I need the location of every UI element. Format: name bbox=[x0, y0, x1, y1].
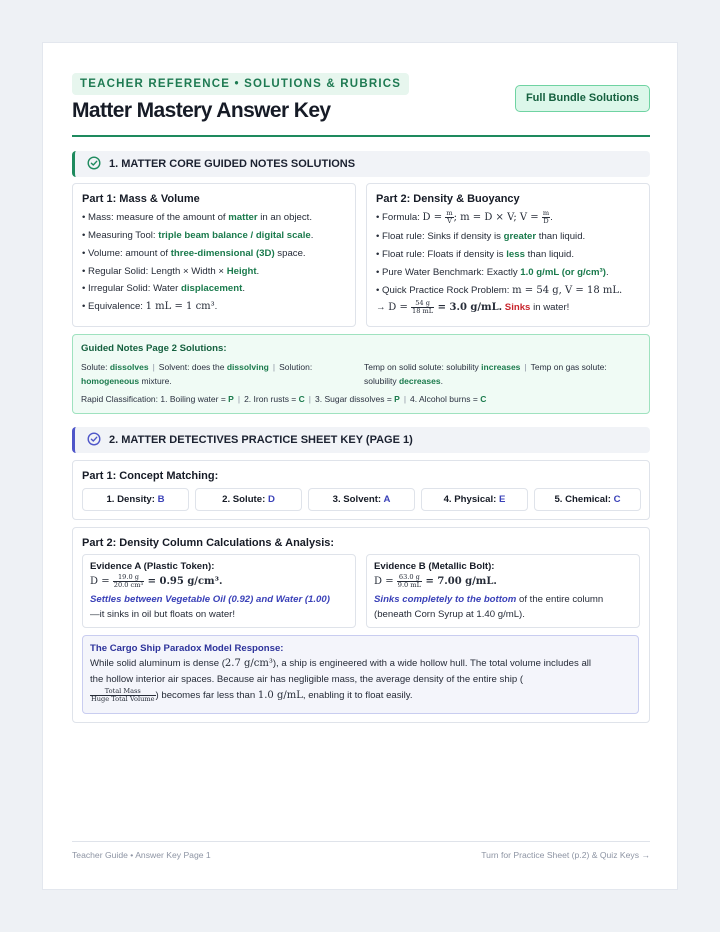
part1-title: Part 1: Mass & Volume bbox=[82, 193, 200, 205]
matching-title: Part 1: Concept Matching: bbox=[82, 470, 219, 482]
paradox-line-3: $\frac{\text{Total Mass}}{\text{Huge Total Volume}}$ ) becomes far less than 1.0 g/mL, enabling it to float easily. bbox=[91, 687, 413, 703]
rock-answer: → D = $\frac{54 g}{18 mL}$ = 3.0 g/mL. Sinks in water! bbox=[376, 299, 570, 315]
solution-line: homogeneous mixture. bbox=[81, 376, 172, 386]
concept-matching-card bbox=[72, 460, 650, 520]
evidence-b-note: (beneath Corn Syrup at 1.40 g/mL). bbox=[374, 609, 525, 620]
evidence-b-calc: D = $\frac{63.0 g}{9.0 mL}$ = 7.00 g/mL. bbox=[374, 573, 497, 589]
check-circle-icon bbox=[87, 432, 101, 446]
mass-definition: • Mass: measure of the amount of matter in an object. bbox=[82, 212, 313, 223]
page-title: Matter Mastery Answer Key bbox=[72, 99, 331, 122]
evidence-b-result: Sinks completely to the bottom of the entire column bbox=[374, 594, 604, 605]
density-calculations-card bbox=[72, 527, 650, 723]
part1-mass-volume-card bbox=[72, 183, 356, 327]
part2-density-card bbox=[366, 183, 650, 327]
solute-solvent-line: Solute: dissolves | Solvent: does the dissolving | Solution: bbox=[81, 362, 313, 372]
evidence-a-result: Settles between Vegetable Oil (0.92) and Water (1.00) bbox=[90, 594, 330, 605]
footer-left: Teacher Guide • Answer Key Page 1 bbox=[72, 850, 211, 860]
match-item-solvent: 3. Solvent: A bbox=[308, 488, 415, 511]
check-circle-icon bbox=[87, 156, 101, 170]
page-footer bbox=[72, 841, 650, 863]
part2-title: Part 2: Density & Buoyancy bbox=[376, 193, 520, 205]
sink-rule: • Float rule: Sinks if density is greater than liquid. bbox=[376, 231, 586, 242]
match-item-density: 1. Density: B bbox=[82, 488, 189, 511]
section-2-title: 2. MATTER DETECTIVES PRACTICE SHEET KEY (PAGE 1) bbox=[109, 434, 413, 446]
paradox-line-1: While solid aluminum is dense (2.7 g/cm³), a ship is engineered with a wide hollow hull. The total volume includes all bbox=[90, 658, 592, 669]
match-item-solute: 2. Solute: D bbox=[195, 488, 302, 511]
water-benchmark: • Pure Water Benchmark: Exactly 1.0 g/mL (or g/cm³). bbox=[376, 267, 609, 278]
evidence-a-note: —it sinks in oil but floats on water! bbox=[90, 609, 236, 620]
answer-key-page bbox=[42, 42, 678, 890]
evidence-a-title: Evidence A (Plastic Token): bbox=[90, 561, 215, 572]
temp-solubility-line: Temp on solid solute: solubility increases | Temp on gas solute: bbox=[364, 362, 607, 372]
evidence-b-box bbox=[366, 554, 640, 628]
gas-solubility-line: solubility decreases. bbox=[364, 376, 443, 386]
volume-definition: • Volume: amount of three-dimensional (3D) space. bbox=[82, 248, 306, 259]
guided-notes-page2-box bbox=[72, 334, 650, 414]
regular-solid: • Regular Solid: Length × Width × Height. bbox=[82, 266, 260, 277]
bundle-badge: Full Bundle Solutions bbox=[515, 85, 650, 112]
measuring-tool: • Measuring Tool: triple beam balance / digital scale. bbox=[82, 230, 314, 241]
footer-right: Turn for Practice Sheet (p.2) & Quiz Keys → bbox=[481, 850, 650, 860]
evidence-b-title: Evidence B (Metallic Bolt): bbox=[374, 561, 495, 572]
match-item-chemical: 5. Chemical: C bbox=[534, 488, 641, 511]
section-1-title: 1. MATTER CORE GUIDED NOTES SOLUTIONS bbox=[109, 158, 356, 170]
section-2-header bbox=[72, 427, 650, 453]
rock-problem: • Quick Practice Rock Problem: m = 54 g, V = 18 mL. bbox=[376, 285, 623, 296]
cargo-ship-paradox-box bbox=[82, 635, 639, 714]
page-header bbox=[72, 73, 650, 137]
eyebrow-tag: TEACHER REFERENCE • SOLUTIONS & RUBRICS bbox=[72, 73, 409, 95]
equivalence: • Equivalence: 1 mL = 1 cm³. bbox=[82, 301, 218, 312]
density-formula: • Formula: D = $\frac{m}{V}$ ; m = D × V; V = $\frac{m}{D}$ . bbox=[376, 209, 553, 225]
evidence-a-calc: D = $\frac{19.0 g}{\text{20.0 cm³}}$ = 0.95 g/cm³. bbox=[90, 573, 223, 589]
match-item-physical: 4. Physical: E bbox=[421, 488, 528, 511]
paradox-line-2: the hollow interior air spaces. Because air has negligible mass, the average density of the entire ship ( bbox=[90, 674, 524, 685]
page2-title: Guided Notes Page 2 Solutions: bbox=[81, 343, 227, 354]
rapid-classification: Rapid Classification: 1. Boiling water = P | 2. Iron rusts = C | 3. Sugar dissolves = P | 4. Alcohol burns = C bbox=[81, 394, 487, 404]
irregular-solid: • Irregular Solid: Water displacement. bbox=[82, 283, 245, 294]
section-1-header bbox=[72, 151, 650, 177]
evidence-a-box bbox=[82, 554, 356, 628]
paradox-title: The Cargo Ship Paradox Model Response: bbox=[90, 643, 284, 654]
calculations-title: Part 2: Density Column Calculations & Analysis: bbox=[82, 537, 335, 549]
float-rule: • Float rule: Floats if density is less than liquid. bbox=[376, 249, 575, 260]
